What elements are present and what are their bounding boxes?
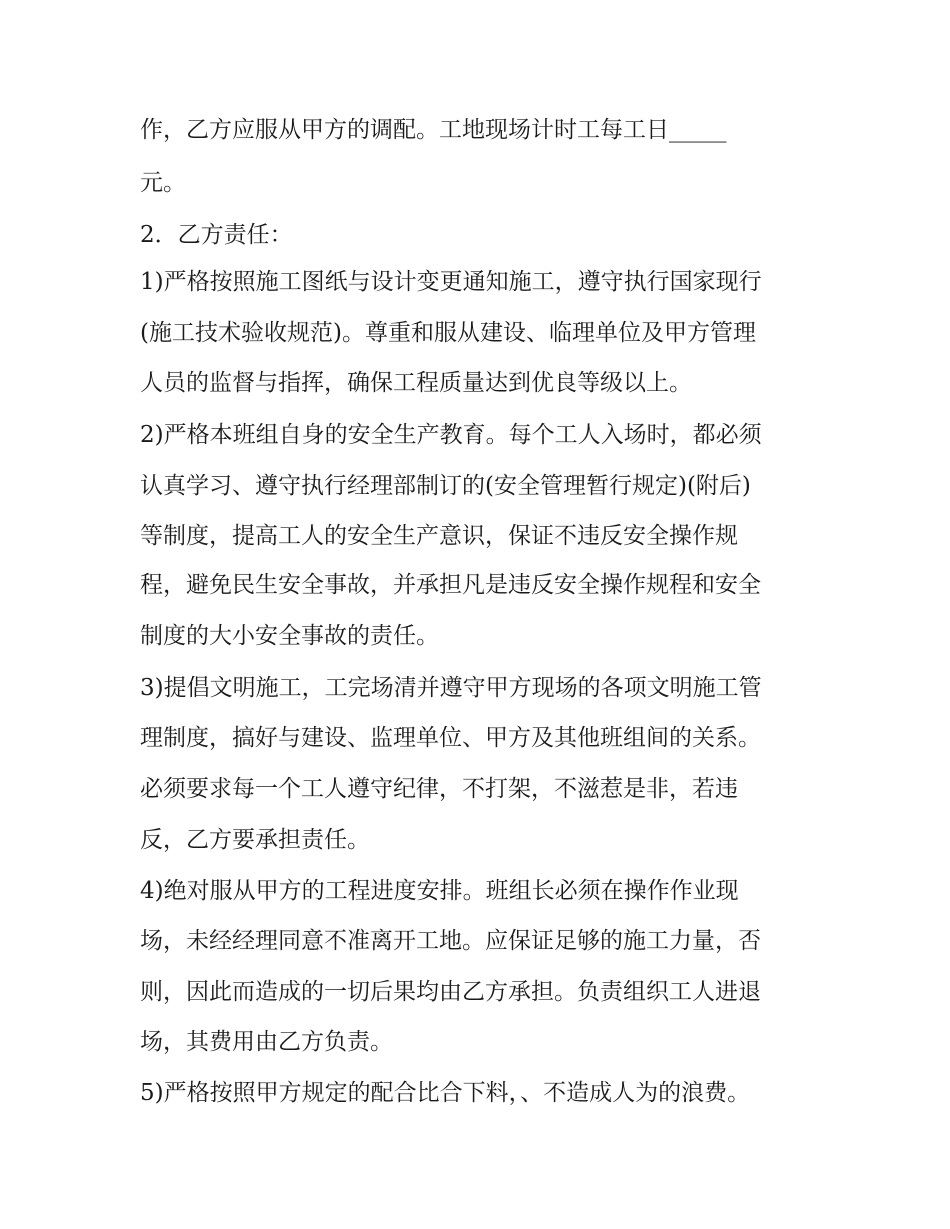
text-line: 则，因此而造成的一切后果均由乙方承担。负责组织工人进退 — [140, 979, 761, 1005]
text-line: 理制度，搞好与建设、监理单位、甲方及其他班组间的关系。 — [140, 725, 761, 751]
text-line: 必须要求每一个工人遵守纪律，不打架，不滋惹是非，若违 — [140, 776, 738, 802]
text-line: 4)绝对服从甲方的工程进度安排。班组长必须在操作作业现 — [140, 878, 739, 904]
text-line: 2)严格本班组自身的安全生产教育。每个工人入场时，都必须 — [140, 422, 762, 448]
text-line: 程，避免民生安全事故，并承担凡是违反安全操作规程和安全 — [140, 572, 761, 598]
text-line: 等制度，提高工人的安全生产意识，保证不违反安全操作规 — [140, 523, 738, 549]
text-line: 场，其费用由乙方负责。 — [140, 1029, 393, 1055]
text-line: 场，未经经理同意不准离开工地。应保证足够的施工力量，否 — [140, 928, 761, 954]
section-heading: 2．乙方责任： — [140, 222, 293, 248]
text-line: 1)严格按照施工图纸与设计变更通知施工，遵守执行国家现行 — [140, 269, 762, 295]
text-line: 3)提倡文明施工，工完场清并遵守甲方现场的各项文明施工管 — [140, 675, 762, 701]
text-line: 元。 — [140, 170, 186, 196]
text-line: 反，乙方要承担责任。 — [140, 827, 370, 853]
text-line: 制度的大小安全事故的责任。 — [140, 623, 439, 649]
text-line: 人员的监督与指挥，确保工程质量达到优良等级以上。 — [140, 370, 692, 396]
text-line: 5)严格按照甲方规定的配合比合下料，、不造成人为的浪费。 — [140, 1080, 751, 1106]
text-line: (施工技术验收规范)。尊重和服从建设、临理单位及甲方管理 — [140, 320, 756, 346]
text-line: 作，乙方应服从甲方的调配。工地现场计时工每工日_____ — [140, 117, 727, 143]
text-line: 认真学习、遵守执行经理部制订的(安全管理暂行规定)(附后) — [140, 473, 751, 499]
